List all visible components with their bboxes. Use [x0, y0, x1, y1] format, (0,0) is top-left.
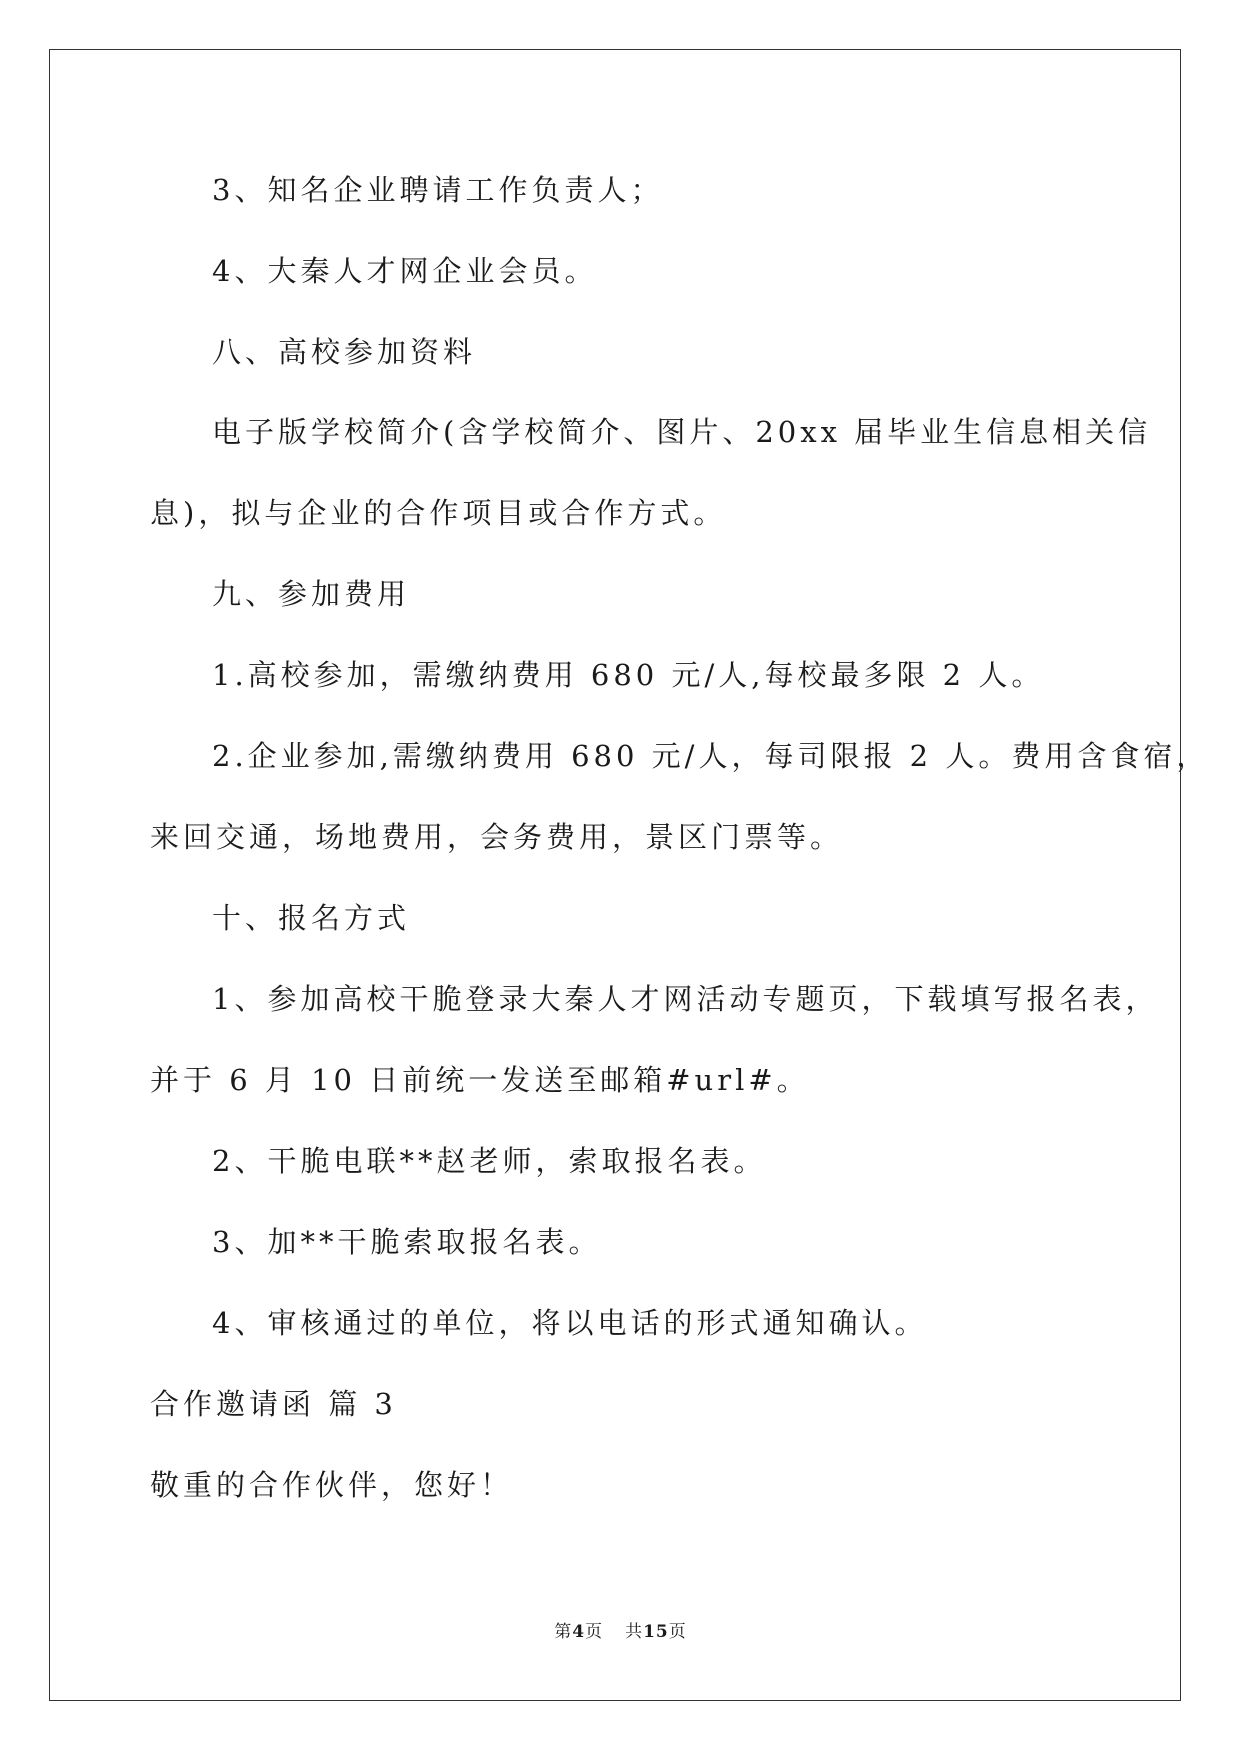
paragraph-line: 2、干脆电联**赵老师，索取报名表。 — [212, 1144, 767, 1178]
page-total: 15 — [643, 1622, 669, 1642]
section-heading: 十、报名方式 — [212, 901, 411, 935]
paragraph-line: 4、审核通过的单位，将以电话的形式通知确认。 — [212, 1306, 928, 1340]
paragraph-line: 3、加**干脆索取报名表。 — [212, 1225, 602, 1259]
paragraph-line: 电子版学校简介(含学校简介、图片、20xx 届毕业生信息相关信 — [212, 415, 1152, 449]
page-current: 4 — [572, 1622, 586, 1642]
total-suffix: 页 — [668, 1622, 687, 1642]
section-heading: 八、高校参加资料 — [212, 335, 477, 369]
page-prefix: 第 — [554, 1622, 573, 1642]
paragraph-line: 1、参加高校干脆登录大秦人才网活动专题页，下载填写报名表， — [212, 982, 1159, 1016]
paragraph-line: 3、知名企业聘请工作负责人； — [212, 173, 664, 207]
page-border — [49, 49, 1181, 1701]
paragraph-line: 息)，拟与企业的合作项目或合作方式。 — [150, 496, 727, 530]
page-footer — [0, 1617, 1241, 1642]
total-prefix: 共 — [625, 1622, 644, 1642]
paragraph-line: 并于 6 月 10 日前统一发送至邮箱#url#。 — [150, 1063, 810, 1097]
paragraph-line: 2.企业参加,需缴纳费用 680 元/人，每司限报 2 人。费用含食宿， — [212, 739, 1210, 773]
salutation: 敬重的合作伙伴，您好！ — [150, 1468, 514, 1502]
page-suffix: 页 — [585, 1622, 604, 1642]
paragraph-line: 4、大秦人才网企业会员。 — [212, 254, 598, 288]
paragraph-line: 来回交通，场地费用，会务费用，景区门票等。 — [150, 820, 844, 854]
paragraph-line: 1.高校参加，需缴纳费用 680 元/人,每校最多限 2 人。 — [212, 658, 1045, 692]
document-title: 合作邀请函 篇 3 — [150, 1387, 397, 1421]
section-heading: 九、参加费用 — [212, 577, 411, 611]
